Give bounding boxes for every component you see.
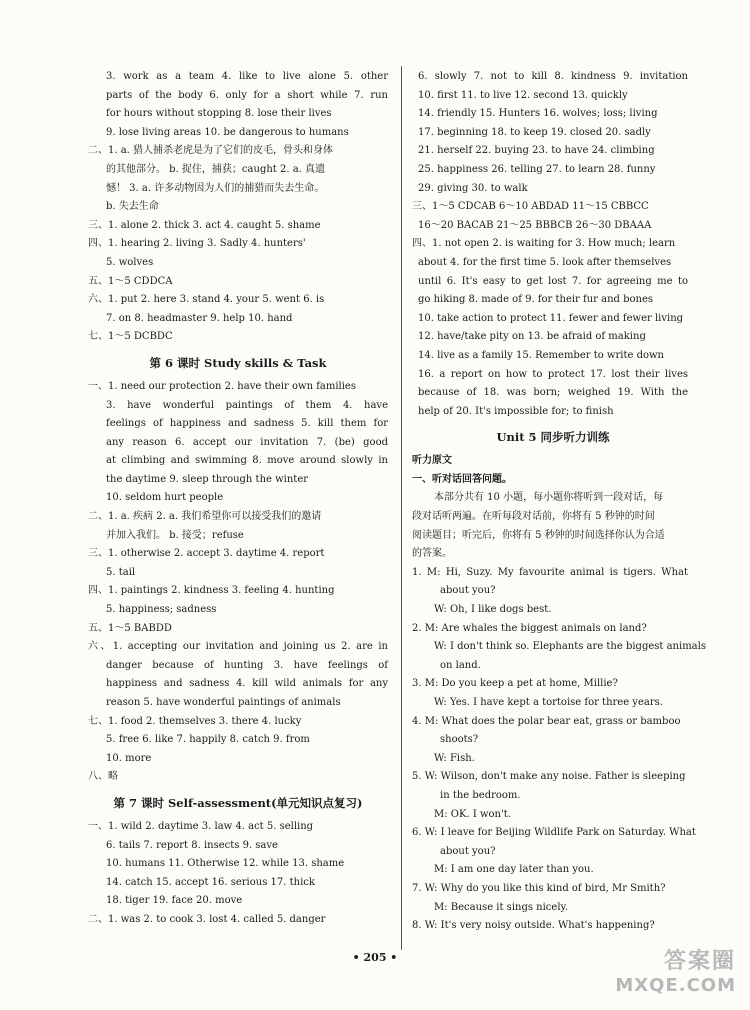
right-answer-line: 四、1. not open 2. is waiting for 3. How much; learn: [412, 238, 676, 250]
left-answer-line: 三、1. otherwise 2. accept 3. daytime 4. report: [88, 548, 325, 560]
left-answer-line: 9. lose living areas 10. be dangerous to humans: [106, 126, 349, 138]
right-answer-line: shoots?: [440, 734, 479, 746]
left-answer-line: 3. have wonderful paintings of them 4. have: [106, 399, 388, 411]
right-answer-line: because of 18. was born; weighed 19. With the: [418, 387, 688, 399]
right-answer-line: W: Fish.: [434, 752, 475, 764]
left-section-heading: 第 7 课时 Self-assessment(单元知识点复习): [113, 795, 363, 810]
left-answer-line: 10. more: [106, 752, 152, 764]
left-answer-line: 10. seldom hurt people: [106, 492, 224, 504]
right-answer-line: about you?: [440, 585, 496, 597]
right-answer-line: 段对话听两遍。在听每段对话前，你将有 5 秒钟的时间: [412, 511, 655, 523]
right-answer-line: go hiking 8. made of 9. for their fur and bones: [418, 294, 654, 306]
watermark-top: 答案圈: [663, 949, 736, 974]
left-answer-line: 3. work as a team 4. like to live alone 5. other: [106, 71, 388, 82]
left-answer-line: 五、1～5 BABDD: [88, 622, 172, 634]
right-answer-line: until 6. It's easy to get lost 7. for agreeing me to: [418, 275, 688, 287]
right-answer-line: 16～20 BACAB 21～25 BBBCB 26～30 DBAAA: [418, 219, 652, 231]
right-answer-line: 1. M: Hi, Suzy. My favourite animal is tigers. What: [412, 566, 688, 578]
right-answer-line: help of 20. It's impossible for; to finish: [418, 405, 614, 417]
right-answer-line: 14. friendly 15. Hunters 16. wolves; loss; living: [418, 108, 658, 120]
right-answer-line: M: I am one day later than you.: [434, 864, 594, 876]
left-answer-line: parts of the body 6. only for a short while 7. run: [106, 89, 388, 101]
right-answer-line: 7. W: Why do you like this kind of bird, Mr Smith?: [412, 882, 666, 894]
left-answer-line: 二、1. a. 疾病 2. a. 我们希望你可以接受我们的邀请: [88, 511, 322, 523]
right-answer-line: 17. beginning 18. to keep 19. closed 20. sadly: [418, 126, 651, 138]
right-answer-line: M: OK. I won't.: [434, 808, 511, 820]
right-section-heading: Unit 5 同步听力训练: [496, 430, 610, 445]
left-answer-line: 并加入我们。 b. 接受；refuse: [106, 529, 244, 541]
right-answer-line: in the bedroom.: [440, 789, 521, 801]
right-answer-line: 一、听对话回答问题。: [412, 473, 512, 485]
left-answer-line: 的其他部分。 b. 捉住，捕获；caught 2. a. 真遗: [106, 163, 326, 175]
right-answer-line: 10. take action to protect 11. fewer and fewer living: [418, 312, 684, 324]
watermark-bottom: MXQE.COM: [615, 975, 736, 996]
left-answer-line: 二、1. was 2. to cook 3. lost 4. called 5. danger: [88, 913, 326, 925]
right-answer-line: 3. M: Do you keep a pet at home, Millie?: [412, 678, 618, 690]
watermark-logo: [608, 944, 736, 1002]
left-answer-line: 六、1. put 2. here 3. stand 4. your 5. went 6. is: [88, 294, 325, 306]
right-answer-line: W: Yes. I have kept a tortoise for three years.: [434, 697, 663, 708]
right-answer-line: 本部分共有 10 小题，每小题你将听到一段对话，每: [434, 492, 664, 504]
right-answer-line: 12. have/take pity on 13. be afraid of making: [418, 331, 646, 343]
left-answer-line: 7. on 8. headmaster 9. help 10. hand: [106, 312, 293, 324]
right-answer-line: M: Because it sings nicely.: [434, 901, 569, 913]
right-answer-line: on land.: [440, 659, 481, 671]
right-answer-line: 25. happiness 26. telling 27. to learn 28. funny: [418, 163, 656, 175]
left-answer-line: 5. wolves: [106, 256, 154, 268]
left-answer-line: for hours without stopping 8. lose their lives: [106, 108, 332, 120]
right-answer-line: 14. live as a family 15. Remember to write down: [418, 349, 664, 361]
left-answer-line: 14. catch 15. accept 16. serious 17. thick: [106, 876, 315, 888]
right-answer-line: 10. first 11. to live 12. second 13. quickly: [418, 89, 628, 101]
left-answer-line: happiness and sadness 4. kill wild animals for any: [106, 678, 388, 690]
right-answer-line: 三、1～5 CDCAB 6～10 ABDAD 11～15 CBBCC: [412, 201, 649, 213]
left-answer-line: 一、1. need our protection 2. have their own families: [88, 380, 356, 392]
right-answer-line: 4. M: What does the polar bear eat, grass or bamboo: [412, 715, 681, 727]
right-answer-line: 5. W: Wilson, don't make any noise. Father is sleeping: [412, 771, 686, 783]
left-answer-line: 5. happiness; sadness: [106, 604, 217, 616]
left-answer-line: 六、1. accepting our invitation and joining us 2. are in: [88, 641, 388, 653]
left-column: [88, 68, 388, 930]
right-answer-line: 6. slowly 7. not to kill 8. kindness 9. invitation: [418, 71, 688, 82]
right-answer-line: 的答案。: [412, 548, 452, 560]
left-answer-line: danger because of hunting 3. have feelings of: [106, 659, 388, 671]
left-answer-line: 三、1. alone 2. thick 3. act 4. caught 5. shame: [88, 219, 321, 231]
left-answer-line: 七、1. food 2. themselves 3. there 4. lucky: [88, 715, 302, 727]
left-answer-line: 七、1～5 DCBDC: [88, 331, 173, 343]
left-answer-line: 一、1. wild 2. daytime 3. law 4. act 5. selling: [88, 820, 314, 832]
left-answer-line: 5. free 6. like 7. happily 8. catch 9. from: [106, 734, 310, 746]
right-answer-line: 29. giving 30. to walk: [418, 182, 528, 194]
left-answer-line: 憾！ 3. a. 许多动物因为人们的捕猎而失去生命。: [106, 182, 325, 194]
right-answer-line: 6. W: I leave for Beijing Wildlife Park on Saturday. What: [412, 827, 696, 839]
left-answer-line: 四、1. paintings 2. kindness 3. feeling 4. hunting: [88, 585, 335, 597]
right-answer-line: about you?: [440, 845, 496, 857]
column-divider: [401, 66, 402, 950]
left-answer-line: b. 失去生命: [106, 201, 159, 213]
right-answer-line: 21. herself 22. buying 23. to have 24. climbing: [418, 145, 655, 157]
left-answer-line: any reason 6. accept our invitation 7. (be) good: [106, 436, 388, 448]
left-answer-line: 6. tails 7. report 8. insects 9. save: [106, 839, 278, 851]
left-answer-line: reason 5. have wonderful paintings of animals: [106, 697, 341, 708]
right-answer-line: about 4. for the first time 5. look after themselves: [418, 256, 672, 268]
left-answer-line: 八、略: [88, 771, 118, 783]
left-answer-line: 5. tail: [106, 566, 136, 578]
left-answer-line: at climbing and swimming 8. move around slowly in: [106, 455, 388, 467]
left-answer-line: feelings of happiness and sadness 5. kill them for: [106, 418, 388, 430]
right-column: [412, 68, 706, 936]
right-answer-line: 2. M: Are whales the biggest animals on land?: [412, 622, 647, 634]
left-answer-line: 二、1. a. 猎人捕杀老虎是为了它们的皮毛，骨头和身体: [88, 145, 334, 157]
right-answer-line: 8. W: It's very noisy outside. What's happening?: [412, 920, 655, 932]
left-answer-line: 18. tiger 19. face 20. move: [106, 895, 243, 907]
left-answer-line: 10. humans 11. Otherwise 12. while 13. shame: [106, 858, 345, 870]
right-answer-line: 听力原文: [412, 455, 452, 467]
left-answer-line: 五、1～5 CDDCA: [88, 275, 173, 287]
right-answer-line: W: I don't think so. Elephants are the biggest animals: [434, 641, 706, 653]
right-answer-line: W: Oh, I like dogs best.: [434, 604, 552, 616]
left-answer-line: the daytime 9. sleep through the winter: [106, 473, 309, 485]
left-section-heading: 第 6 课时 Study skills & Task: [149, 355, 327, 370]
page-number: • 205 •: [352, 951, 398, 964]
right-answer-line: 阅读题目；听完后，你将有 5 秒钟的时间选择你认为合适: [412, 529, 665, 541]
left-answer-line: 四、1. hearing 2. living 3. Sadly 4. hunters': [88, 238, 306, 250]
right-answer-line: 16. a report on how to protect 17. lost their lives: [418, 368, 688, 380]
